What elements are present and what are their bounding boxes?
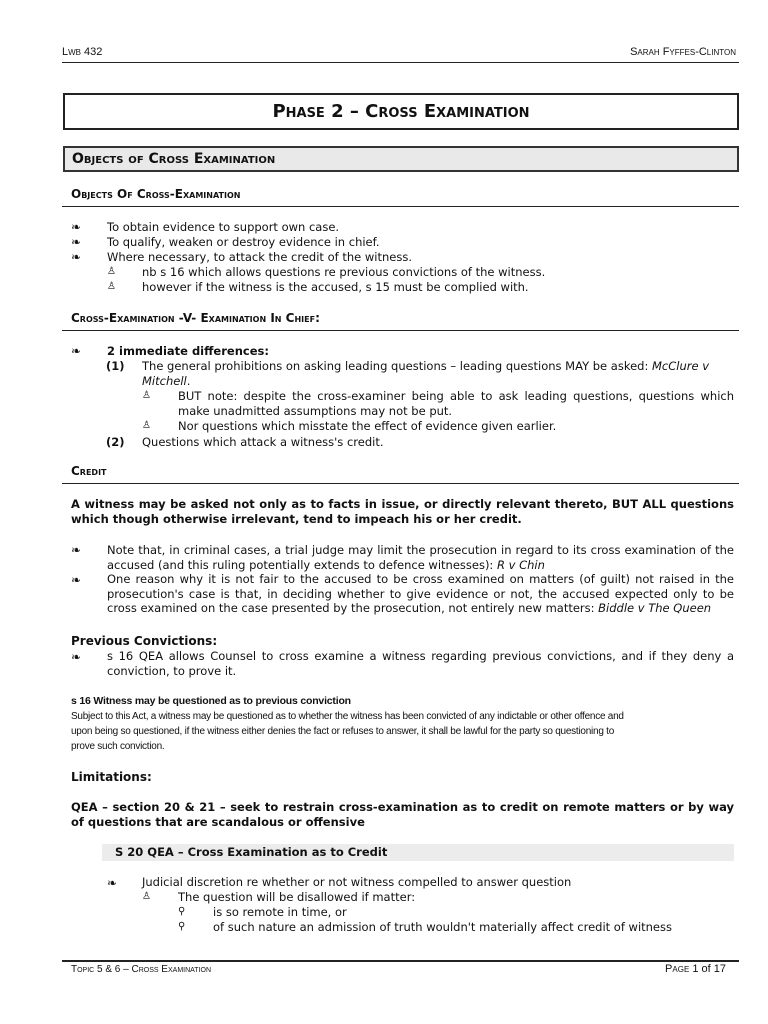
pin-icon: ⚲	[178, 906, 186, 917]
sub-sub-item: of such nature an admission of truth wouldn't materially affect credit of witness	[213, 920, 672, 934]
list-item: Where necessary, to attack the credit of the witness.	[107, 250, 412, 264]
sub-list-item: BUT note: despite the cross-examiner being able to ask leading questions, questions which make unadmitted assumptions may not be put.	[178, 389, 734, 418]
statute-line: upon being so questioned, if the witness either denies the fact or refuses to answer, it shall be lawful for the party so questioning to	[71, 726, 615, 737]
bullet-icon: ❧	[71, 543, 82, 557]
cross-vs-chief-heading: Cross-Examination -V- Examination In Chief:	[71, 311, 320, 325]
bullet-icon: ❧	[71, 650, 82, 664]
bullet-icon: ❧	[71, 344, 82, 358]
statute-title: s 16 Witness may be questioned as to previous conviction	[71, 695, 351, 707]
bullet-icon: ❧	[71, 220, 82, 234]
list-item: Note that, in criminal cases, a trial judge may limit the prosecution in regard to its cross examination of the accused (and this ruling potentially extends to defence witnesses): R v Chin	[107, 543, 734, 572]
previous-heading: Previous Convictions:	[71, 634, 218, 648]
sub-list-item: Nor questions which misstate the effect of evidence given earlier.	[178, 419, 557, 433]
footer-page: Page 1 of 17	[665, 963, 726, 975]
item-number: (2)	[106, 435, 125, 449]
bullet-icon: ❧	[71, 573, 82, 587]
sub-list-item: nb s 16 which allows questions re previous convictions of the witness.	[142, 265, 546, 279]
sub-sub-item: is so remote in time, or	[213, 905, 347, 919]
bullet-icon: ❧	[107, 876, 118, 890]
limitations-heading: Limitations:	[71, 770, 152, 784]
sub-bullet-icon: ♙	[142, 891, 151, 902]
item-number: (1)	[106, 359, 125, 373]
difference-one: The general prohibitions on asking leading questions – leading questions MAY be asked: McClure v Mitchell.	[142, 359, 710, 388]
header-rule	[62, 62, 739, 63]
list-item: To obtain evidence to support own case.	[107, 220, 340, 234]
cross-vs-chief-rule	[62, 330, 739, 331]
bullet-icon: ❧	[71, 250, 82, 264]
header-author: Sarah Fyffes-Clinton	[630, 46, 736, 58]
pin-icon: ⚲	[178, 921, 186, 932]
statute-line: prove such conviction.	[71, 741, 165, 752]
list-item: One reason why it is not fair to the accused to be cross examined on matters (of guilt) not raised in the prosecution's case is that, in deciding whether to give evidence or not, the accused expected only to be cross examined on the case presented by the prosecution, not entirely new matters: Biddle v The Queen	[107, 572, 734, 615]
sub-bullet-icon: ♙	[107, 266, 116, 277]
objects-rule	[62, 206, 739, 207]
sub-bullet-icon: ♙	[142, 390, 151, 401]
list-item: s 16 QEA allows Counsel to cross examine a witness regarding previous convictions, and if they deny a conviction, to prove it.	[107, 649, 734, 678]
s20-heading: S 20 QEA – Cross Examination as to Credit	[115, 845, 388, 859]
sub-bullet-icon: ♙	[107, 281, 116, 292]
difference-two: Questions which attack a witness's credit.	[142, 435, 384, 449]
credit-rule	[62, 483, 739, 484]
list-item: Judicial discretion re whether or not witness compelled to answer question	[142, 875, 572, 889]
differences-lead: 2 immediate differences:	[107, 344, 269, 358]
statute-line: Subject to this Act, a witness may be questioned as to whether the witness has been convicted of any indictable or other offence and	[71, 711, 624, 722]
sub-list-item: The question will be disallowed if matter:	[178, 890, 416, 904]
footer-topic: Topic 5 & 6 – Cross Examination	[71, 964, 212, 975]
sub-list-item: however if the witness is the accused, s 15 must be complied with.	[142, 280, 529, 294]
limitations-text: QEA – section 20 & 21 – seek to restrain cross-examination as to credit on remote matters or by way of questions that are scandalous or offensive	[71, 800, 734, 829]
header-course: Lwb 432	[62, 46, 103, 58]
credit-rule-text: A witness may be asked not only as to facts in issue, or directly relevant thereto, BUT ALL questions which though otherwise irrelevant, tend to impeach his or her credit.	[71, 497, 734, 526]
sub-bullet-icon: ♙	[142, 420, 151, 431]
credit-heading: Credit	[71, 464, 107, 478]
objects-heading: Objects Of Cross-Examination	[71, 187, 241, 201]
list-item: To qualify, weaken or destroy evidence in chief.	[107, 235, 380, 249]
footer-rule	[62, 960, 739, 962]
bullet-icon: ❧	[71, 235, 82, 249]
page-title: Phase 2 – Cross Examination	[63, 93, 739, 130]
section-heading: Objects of Cross Examination	[63, 146, 739, 172]
